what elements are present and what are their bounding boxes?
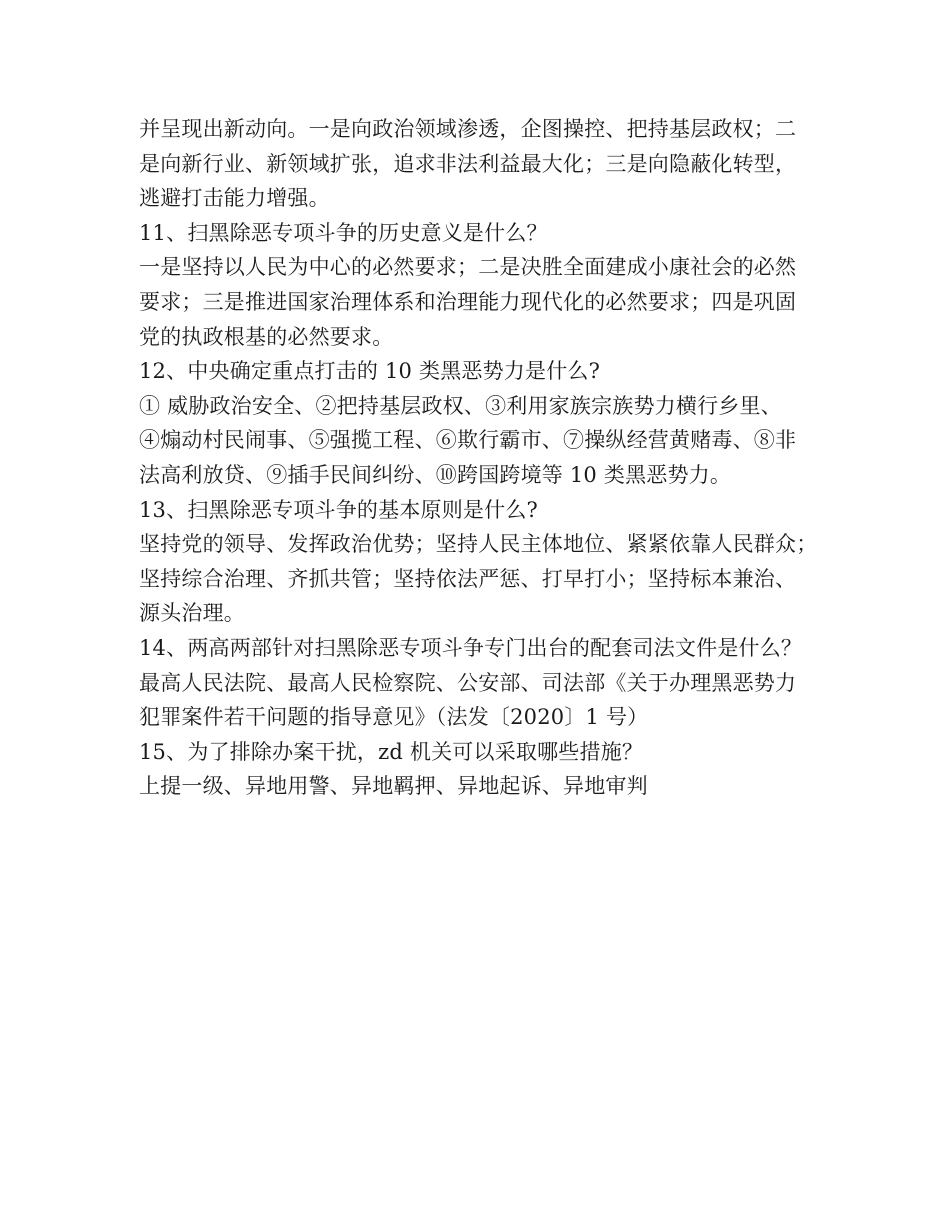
- answer-line: 法高利放贷、⑨插手民间纠纷、⑩跨国跨境等 10 类黑恶势力。: [139, 462, 732, 487]
- question-heading-15: 15、为了排除办案干扰，zd 机关可以采取哪些措施？: [139, 739, 644, 764]
- answer-line: ④煽动村民闹事、⑤强揽工程、⑥欺行霸市、⑦操纵经营黄赌毒、⑧非: [139, 428, 797, 453]
- question-heading-11: 11、扫黑除恶专项斗争的历史意义是什么？: [139, 220, 548, 245]
- answer-line: 党的执政根基的必然要求。: [139, 324, 394, 349]
- document-body: [139, 112, 839, 804]
- answer-line: 源头治理。: [139, 601, 245, 626]
- paragraph-line: 是向新行业、新领域扩张，追求非法利益最大化；三是向隐蔽化转型，: [139, 151, 797, 176]
- question-heading-12: 12、中央确定重点打击的 10 类黑恶势力是什么?: [139, 359, 601, 384]
- answer-line: 犯罪案件若干问题的指导意见》（法发〔2020〕1 号）: [139, 705, 649, 730]
- answer-line: 最高人民法院、最高人民检察院、公安部、司法部《关于办理黑恶势力: [139, 670, 797, 695]
- answer-line: 要求；三是推进国家治理体系和治理能力现代化的必然要求；四是巩固: [139, 289, 797, 314]
- answer-line: ① 威胁政治安全、②把持基层政权、③利用家族宗族势力横行乡里、: [139, 393, 782, 418]
- answer-line: 坚持综合治理、齐抓共管；坚持依法严惩、打早打小；坚持标本兼治、: [139, 566, 797, 591]
- question-heading-13: 13、扫黑除恶专项斗争的基本原则是什么?: [139, 497, 538, 522]
- question-heading-14: 14、两高两部针对扫黑除恶专项斗争专门出台的配套司法文件是什么？: [139, 635, 803, 660]
- paragraph-line: 逃避打击能力增强。: [139, 186, 330, 211]
- paragraph-line: 并呈现出新动向。一是向政治领域渗透，企图操控、把持基层政权；二: [139, 117, 797, 141]
- answer-line: 坚持党的领导、发挥政治优势；坚持人民主体地位、紧紧依靠人民群众；: [139, 532, 818, 557]
- answer-line: 上提一级、异地用警、异地羁押、异地起诉、异地审判: [139, 774, 648, 799]
- answer-line: 一是坚持以人民为中心的必然要求；二是决胜全面建成小康社会的必然: [139, 255, 797, 280]
